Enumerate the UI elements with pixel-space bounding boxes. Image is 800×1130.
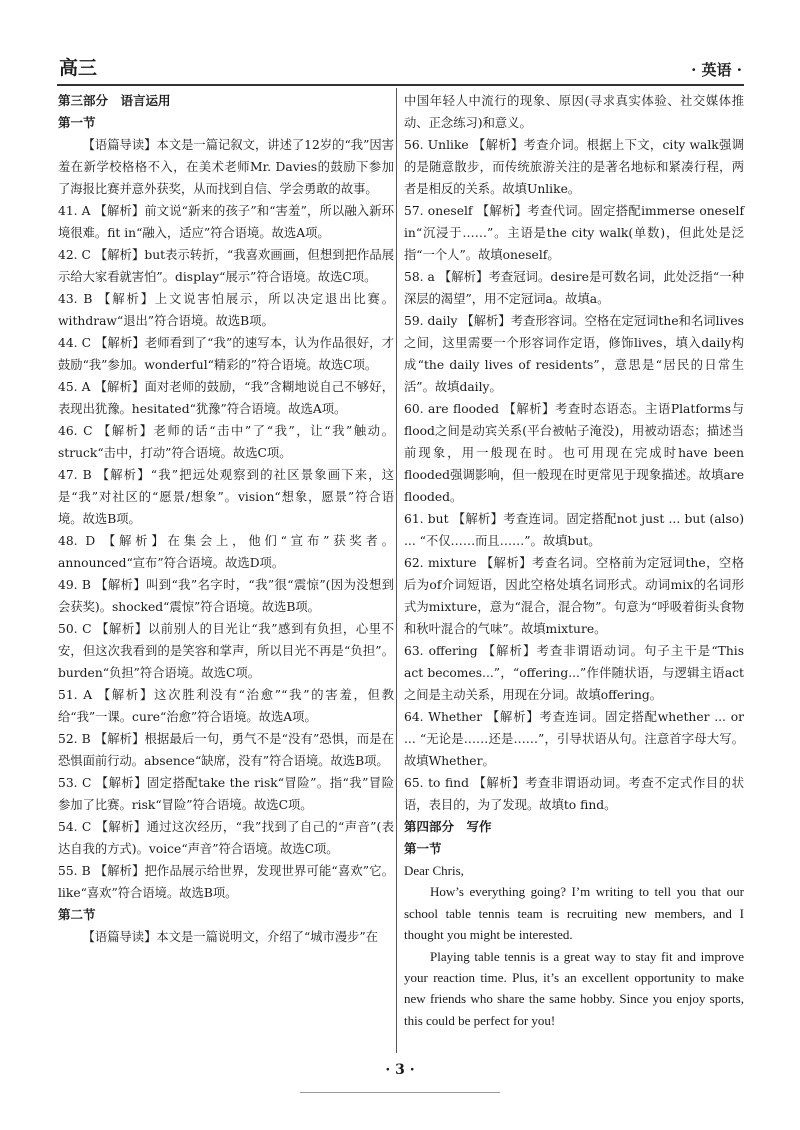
part-three-heading: 第三部分 语言运用 <box>58 93 171 108</box>
writing-section-one-heading: 第一节 <box>404 841 442 856</box>
grade-label: 高三 <box>59 57 98 79</box>
answer-46: 46. C 【解析】老师的话“击中”了“我”，让“我”触动。struck“击中，打动”符合语境。故选C项。 <box>58 424 394 460</box>
answer-54: 54. C 【解析】通过这次经历，“我”找到了自己的“声音”(表达自我的方式)。voice“声音”符合语境。故选C项。 <box>58 820 394 856</box>
passage-guide-2: 【语篇导读】本文是一篇说明文，介绍了“城市漫步”在 <box>82 930 378 944</box>
answer-60: 60. are flooded 【解析】考查时态语态。主语Platforms与flood之间是动宾关系(平台被帖子淹没)，用被动语态；描述当前现象，用一般现在时。也可用现在完成时have been flooded强调影响，但一般现在时更常见于现象描述。故填are flooded。 <box>404 402 744 504</box>
answer-61: 61. but 【解析】考查连词。固定搭配not just ... but (also) ... “不仅……而且……”。故填but。 <box>404 512 744 548</box>
letter-paragraph-2: Playing table tennis is a great way to stay fit and improve your reaction time. Plus, it’s an excellent opportunity to make new friends who share the same hobby. Since you enjoy sports, this could be perfect for you! <box>404 948 744 1028</box>
page-header <box>57 54 744 86</box>
answer-47: 47. B 【解析】“我”把远处观察到的社区景象画下来，这是“我”对社区的“愿景/想象”。vision“想象，愿景”符合语境。故选B项。 <box>58 468 394 526</box>
letter-greeting: Dear Chris, <box>404 863 464 878</box>
left-column <box>58 90 394 948</box>
answer-42: 42. C 【解析】but表示转折，“我喜欢画画，但想到把作品展示给大家看就害怕”。display“展示”符合语境。故选C项。 <box>58 248 394 284</box>
answer-50: 50. C 【解析】以前别人的目光让“我”感到有负担，心里不安，但这次我看到的是笑容和掌声，所以目光不再是“负担”。burden“负担”符合语境。故选C项。 <box>58 622 394 680</box>
footer-rule <box>300 1092 500 1093</box>
answer-43: 43. B 【解析】上文说害怕展示，所以决定退出比赛。withdraw“退出”符合语境。故选B项。 <box>58 292 394 328</box>
answer-63: 63. offering 【解析】考查非谓语动词。句子主干是“This act becomes...”，“offering...”作伴随状语，与逻辑主语act之间是主动关系，用现在分词。故填offering。 <box>404 644 744 702</box>
answer-56: 56. Unlike 【解析】考查介词。根据上下文，city walk强调的是随意散步，而传统旅游关注的是著名地标和紧凑行程，两者是相反的关系。故填Unlike。 <box>404 138 744 196</box>
answer-44: 44. C 【解析】老师看到了“我”的速写本，认为作品很好，才鼓励“我”参加。wonderful“精彩的”符合语境。故选C项。 <box>58 336 394 372</box>
answer-59: 59. daily 【解析】考查形容词。空格在定冠词the和名词lives之间，这里需要一个形容词作定语，修饰lives，填入daily构成“the daily lives of residents”，意思是“居民的日常生活”。故填daily。 <box>404 314 744 394</box>
passage-guide-2-continued: 中国年轻人中流行的现象、原因(寻求真实体验、社交媒体推动、正念练习)和意义。 <box>404 94 744 130</box>
answer-52: 52. B 【解析】根据最后一句，勇气不是“没有”恐惧，而是在恐惧面前行动。absence“缺席，没有”符合语境。故选B项。 <box>58 732 394 768</box>
page-number: · 3 · <box>385 1062 415 1078</box>
answer-57: 57. oneself 【解析】考查代词。固定搭配immerse oneself in“沉浸于……”。主语是the city walk(单数)，但此处是泛指“一个人”。故填oneself。 <box>404 204 744 262</box>
answer-48: 48. D 【解析】在集会上，他们“宣布”获奖者。announced“宣布”符合语境。故选D项。 <box>58 534 394 570</box>
column-divider <box>396 88 397 1053</box>
answer-45: 45. A 【解析】面对老师的鼓励，“我”含糊地说自己不够好，表现出犹豫。hesitated“犹豫”符合语境。故选A项。 <box>58 380 394 416</box>
answer-64: 64. Whether 【解析】考查连词。固定搭配whether ... or ... “无论是……还是……”，引导状语从句。注意首字母大写。故填Whether。 <box>404 710 744 768</box>
right-column <box>404 90 744 1031</box>
answer-62: 62. mixture 【解析】考查名词。空格前为定冠词the，空格后为of介词短语，因此空格处填名词形式。动词mix的名词形式为mixture，意为“混合，混合物”。句意为“呼吸着街头食物和秋叶混合的气味”。故填mixture。 <box>404 556 744 636</box>
answer-55: 55. B 【解析】把作品展示给世界，发现世界可能“喜欢”它。like“喜欢”符合语境。故选B项。 <box>58 864 394 900</box>
answer-41: 41. A 【解析】前文说“新来的孩子”和“害羞”，所以融入新环境很难。fit in“融入，适应”符合语境。故选A项。 <box>58 204 394 240</box>
part-four-heading: 第四部分 写作 <box>404 819 492 834</box>
section-two-heading: 第二节 <box>58 907 96 922</box>
letter-paragraph-1: How’s everything going? I’m writing to tell you that our school table tennis team is recruiting new members, and I thought you might be interested. <box>404 884 744 943</box>
section-one-heading: 第一节 <box>58 115 96 130</box>
answer-65: 65. to find 【解析】考查非谓语动词。考查不定式作目的状语，表目的，为了发现。故填to find。 <box>404 776 744 812</box>
answer-53: 53. C 【解析】固定搭配take the risk“冒险”。指“我”冒险参加了比赛。risk“冒险”符合语境。故选C项。 <box>58 776 394 812</box>
passage-guide: 【语篇导读】本文是一篇记叙文，讲述了12岁的“我”因害羞在新学校格格不入，在美术老师Mr. Davies的鼓励下参加了海报比赛并意外获奖，从而找到自信、学会勇敢的故事。 <box>58 138 394 196</box>
sample-letter <box>404 860 744 1031</box>
subject-label: · 英语 · <box>691 61 742 79</box>
answer-51: 51. A 【解析】这次胜利没有“治愈”“我”的害羞，但教给“我”一课。cure“治愈”符合语境。故选A项。 <box>58 688 394 724</box>
answer-58: 58. a 【解析】考查冠词。desire是可数名词，此处泛指“一种深层的渴望”，用不定冠词a。故填a。 <box>404 270 744 306</box>
answer-49: 49. B 【解析】叫到“我”名字时，“我”很“震惊”(因为没想到会获奖)。shocked“震惊”符合语境。故选B项。 <box>58 578 394 614</box>
